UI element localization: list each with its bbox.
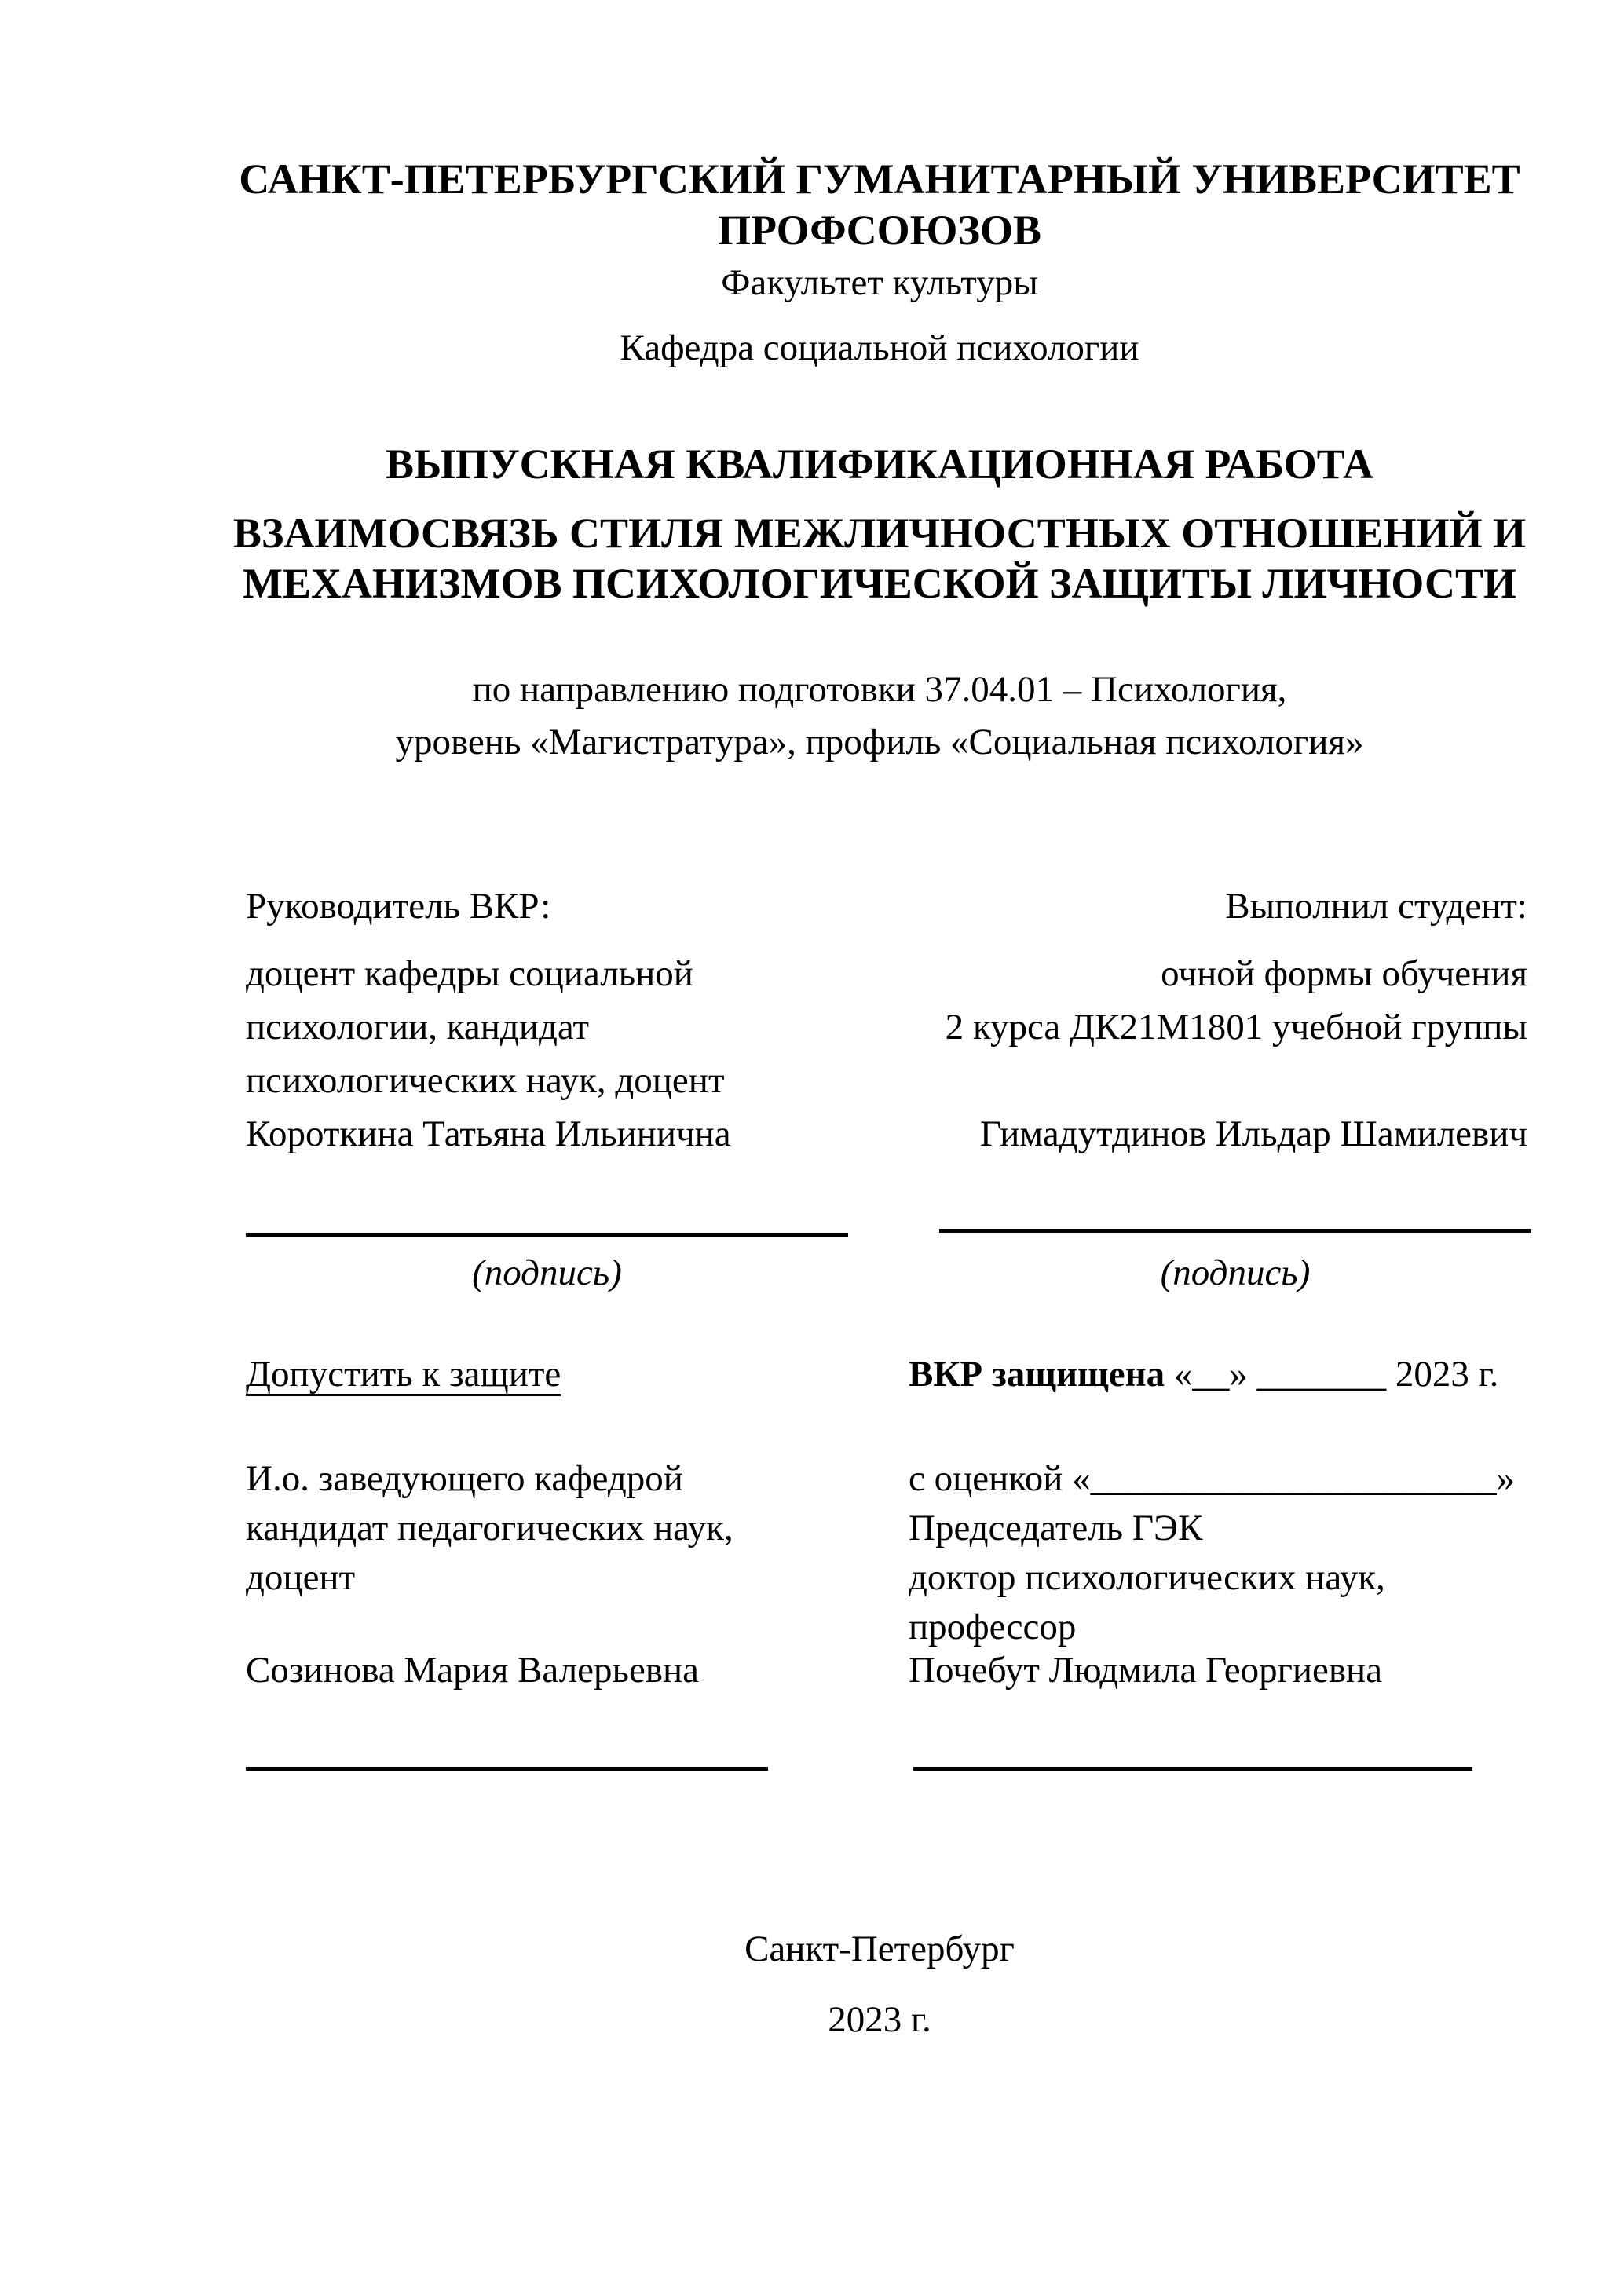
work-type-heading: ВЫПУСКНАЯ КВАЛИФИКАЦИОННАЯ РАБОТА (385, 441, 1374, 488)
grade-line: с оценкой «______________________» (909, 1458, 1516, 1499)
committee-chair-name: Почебут Людмила Георгиевна (909, 1650, 1383, 1691)
program-direction-line: по направлению подготовки 37.04.01 – Психология, (472, 669, 1287, 710)
student-signature-caption: (подпись) (1160, 1252, 1311, 1293)
supervisor-name: Короткина Татьяна Ильинична (246, 1113, 731, 1154)
city-name: Санкт-Петербург (744, 1929, 1015, 1969)
department-name: Кафедра социальной психологии (620, 327, 1139, 368)
supervisor-signature-caption: (подпись) (472, 1252, 622, 1293)
student-study-form: очной формы обучения (1161, 953, 1527, 994)
thesis-title-line2: МЕХАНИЗМОВ ПСИХОЛОГИЧЕСКОЙ ЗАЩИТЫ ЛИЧНОСТИ (242, 560, 1516, 607)
supervisor-label: Руководитель ВКР: (246, 886, 551, 927)
student-signature-line (939, 1190, 1531, 1233)
dept-head-name: Созинова Мария Валерьевна (246, 1650, 700, 1691)
program-level-line: уровень «Магистратура», профиль «Социальная психология» (395, 722, 1364, 762)
student-label: Выполнил студент: (1225, 886, 1527, 927)
supervisor-position-line1: доцент кафедры социальной (246, 953, 693, 994)
dept-head-position-line2: кандидат педагогических наук, (246, 1508, 733, 1548)
committee-chair-degree: доктор психологических наук, (909, 1557, 1385, 1598)
thesis-title-line1: ВЗАИМОСВЯЗЬ СТИЛЯ МЕЖЛИЧНОСТНЫХ ОТНОШЕНИЙ И (232, 510, 1527, 557)
university-name-line1: САНКТ-ПЕТЕРБУРГСКИЙ ГУМАНИТАРНЫЙ УНИВЕРСИТЕТ (239, 155, 1520, 203)
defense-date-heading-bold: ВКР защищена (909, 1354, 1165, 1395)
defense-date-heading-rest: «__» _______ 2023 г. (1165, 1354, 1499, 1395)
supervisor-signature-line (246, 1194, 848, 1237)
dept-head-signature-line (246, 1727, 768, 1771)
supervisor-position-line2: психологии, кандидат (246, 1007, 590, 1047)
committee-chair-rank: профессор (909, 1607, 1077, 1647)
supervisor-position-line3: психологических наук, доцент (246, 1060, 725, 1101)
faculty-name: Факультет культуры (721, 262, 1038, 303)
university-name-line2: ПРОФСОЮЗОВ (717, 207, 1042, 254)
student-name: Гимадутдинов Ильдар Шамилевич (979, 1113, 1527, 1154)
defense-date-heading (909, 1353, 1498, 1395)
student-group: 2 курса ДК21М1801 учебной группы (945, 1007, 1527, 1047)
dept-head-position-line3: доцент (246, 1557, 356, 1598)
committee-chair-label: Председатель ГЭК (909, 1508, 1203, 1548)
committee-chair-signature-line (913, 1727, 1472, 1771)
admit-to-defense-heading: Допустить к защите (246, 1354, 561, 1395)
year-label: 2023 г. (828, 1999, 931, 2040)
dept-head-position-line1: И.о. заведующего кафедрой (246, 1458, 683, 1499)
